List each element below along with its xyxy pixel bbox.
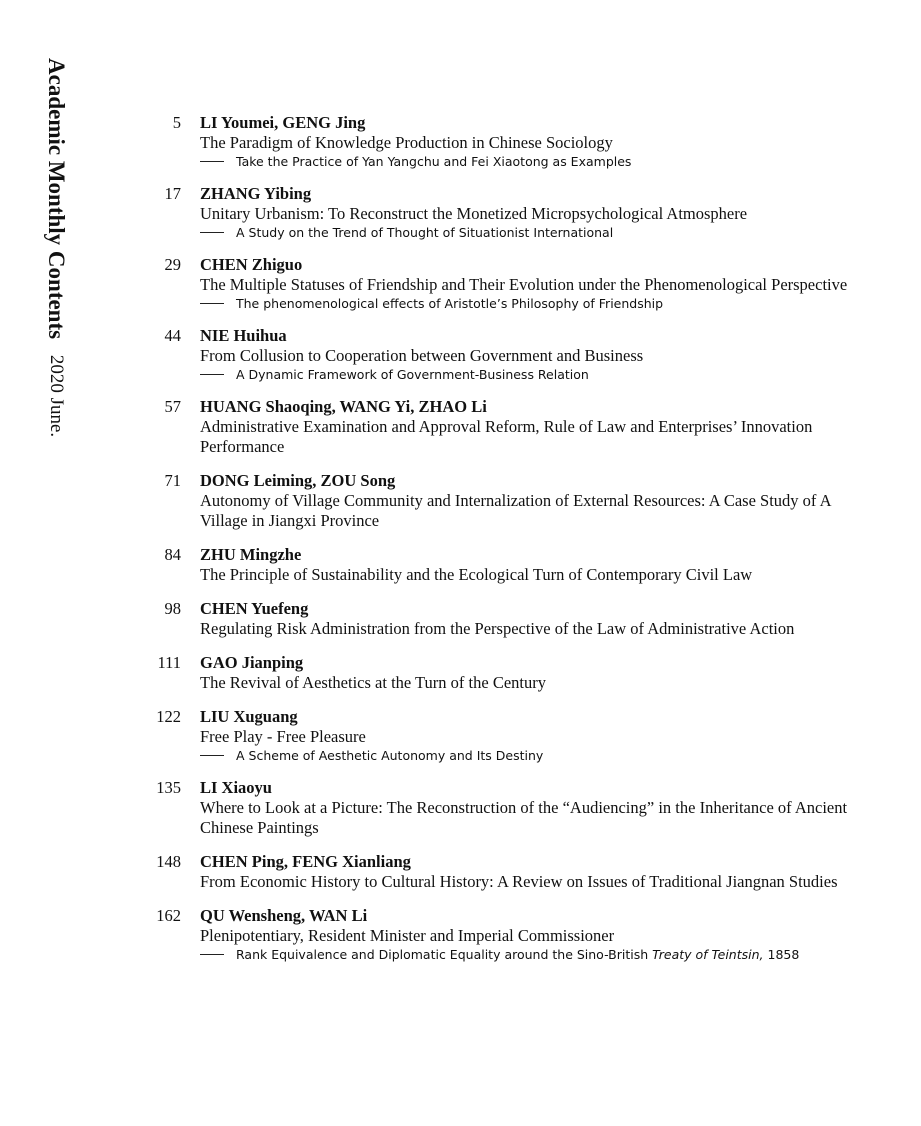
entry-title: The Multiple Statuses of Friendship and Their Evolution under the Phenomenological Perspective xyxy=(200,275,848,294)
entry-authors: LIU Xuguang xyxy=(200,707,298,726)
entry-subtitle: A Study on the Trend of Thought of Situationist International xyxy=(200,224,873,241)
toc-entry[interactable] xyxy=(153,184,873,241)
page-number: 148 xyxy=(156,852,181,871)
entry-subtitle: Take the Practice of Yan Yangchu and Fei Xiaotong as Examples xyxy=(200,153,873,170)
entry-authors: DONG Leiming, ZOU Song xyxy=(200,471,396,490)
page-number: 122 xyxy=(156,707,181,726)
journal-side-title xyxy=(42,58,70,437)
entry-title: From Collusion to Cooperation between Government and Business xyxy=(200,346,644,365)
table-of-contents xyxy=(153,113,873,977)
entry-authors: ZHU Mingzhe xyxy=(200,545,302,564)
toc-entry[interactable] xyxy=(153,545,873,585)
page-number: 29 xyxy=(164,255,181,274)
treaty-name: Treaty of Teintsin, xyxy=(652,947,764,962)
entry-authors: LI Xiaoyu xyxy=(200,778,272,797)
entry-title: Plenipotentiary, Resident Minister and Imperial Commissioner xyxy=(200,926,615,945)
toc-entry[interactable] xyxy=(153,707,873,764)
entry-authors: GAO Jianping xyxy=(200,653,304,672)
em-dash xyxy=(200,232,224,233)
page-number: 98 xyxy=(164,599,181,618)
entry-authors: CHEN Yuefeng xyxy=(200,599,309,618)
issue-date: 2020 June. xyxy=(46,354,67,438)
em-dash xyxy=(200,303,224,304)
em-dash xyxy=(200,755,224,756)
entry-title: From Economic History to Cultural History: A Review on Issues of Traditional Jiangnan Studies xyxy=(200,872,838,891)
page-number: 44 xyxy=(164,326,181,345)
entry-title: The Paradigm of Knowledge Production in Chinese Sociology xyxy=(200,133,613,152)
entry-subtitle: A Dynamic Framework of Government-Business Relation xyxy=(200,366,873,383)
entry-title: The Principle of Sustainability and the Ecological Turn of Contemporary Civil Law xyxy=(200,565,753,584)
toc-entry[interactable] xyxy=(153,113,873,170)
toc-entry[interactable] xyxy=(153,255,873,312)
toc-entry[interactable] xyxy=(153,653,873,693)
page-number: 135 xyxy=(156,778,181,797)
entry-authors: ZHANG Yibing xyxy=(200,184,312,203)
entry-title: Administrative Examination and Approval Reform, Rule of Law and Enterprises’ Innovation Performance xyxy=(200,417,813,456)
toc-entry[interactable] xyxy=(153,397,873,457)
entry-subtitle: The phenomenological effects of Aristotle’s Philosophy of Friendship xyxy=(200,295,873,312)
entry-title: Autonomy of Village Community and Internalization of External Resources: A Case Study of A Village in Jiangxi Province xyxy=(200,491,831,530)
entry-subtitle: A Scheme of Aesthetic Autonomy and Its Destiny xyxy=(200,747,873,764)
entry-title: Where to Look at a Picture: The Reconstruction of the “Audiencing” in the Inheritance of Ancient Chinese Paintings xyxy=(200,798,848,837)
journal-title: Academic Monthly Contents xyxy=(44,58,69,340)
entry-authors: LI Youmei, GENG Jing xyxy=(200,113,366,132)
entry-authors: CHEN Ping, FENG Xianliang xyxy=(200,852,411,871)
toc-entry[interactable] xyxy=(153,599,873,639)
entry-authors: NIE Huihua xyxy=(200,326,287,345)
entry-subtitle: Rank Equivalence and Diplomatic Equality around the Sino-British Treaty of Teintsin, 1858 xyxy=(200,946,873,963)
page-number: 71 xyxy=(164,471,181,490)
em-dash xyxy=(200,374,224,375)
page-number: 162 xyxy=(156,906,181,925)
toc-entry[interactable] xyxy=(153,906,873,963)
entry-title: Regulating Risk Administration from the Perspective of the Law of Administrative Action xyxy=(200,619,795,638)
entry-title: Free Play - Free Pleasure xyxy=(200,727,366,746)
page-number: 5 xyxy=(172,113,181,132)
em-dash xyxy=(200,161,224,162)
toc-entry[interactable] xyxy=(153,852,873,892)
em-dash xyxy=(200,954,224,955)
page-number: 111 xyxy=(157,653,181,672)
toc-entry[interactable] xyxy=(153,471,873,531)
page-number: 57 xyxy=(164,397,181,416)
entry-authors: CHEN Zhiguo xyxy=(200,255,303,274)
toc-entry[interactable] xyxy=(153,778,873,838)
page-number: 17 xyxy=(164,184,181,203)
toc-entry[interactable] xyxy=(153,326,873,383)
entry-authors: HUANG Shaoqing, WANG Yi, ZHAO Li xyxy=(200,397,487,416)
entry-title: The Revival of Aesthetics at the Turn of the Century xyxy=(200,673,546,692)
entry-authors: QU Wensheng, WAN Li xyxy=(200,906,368,925)
page-number: 84 xyxy=(164,545,181,564)
entry-title: Unitary Urbanism: To Reconstruct the Monetized Micropsychological Atmosphere xyxy=(200,204,748,223)
